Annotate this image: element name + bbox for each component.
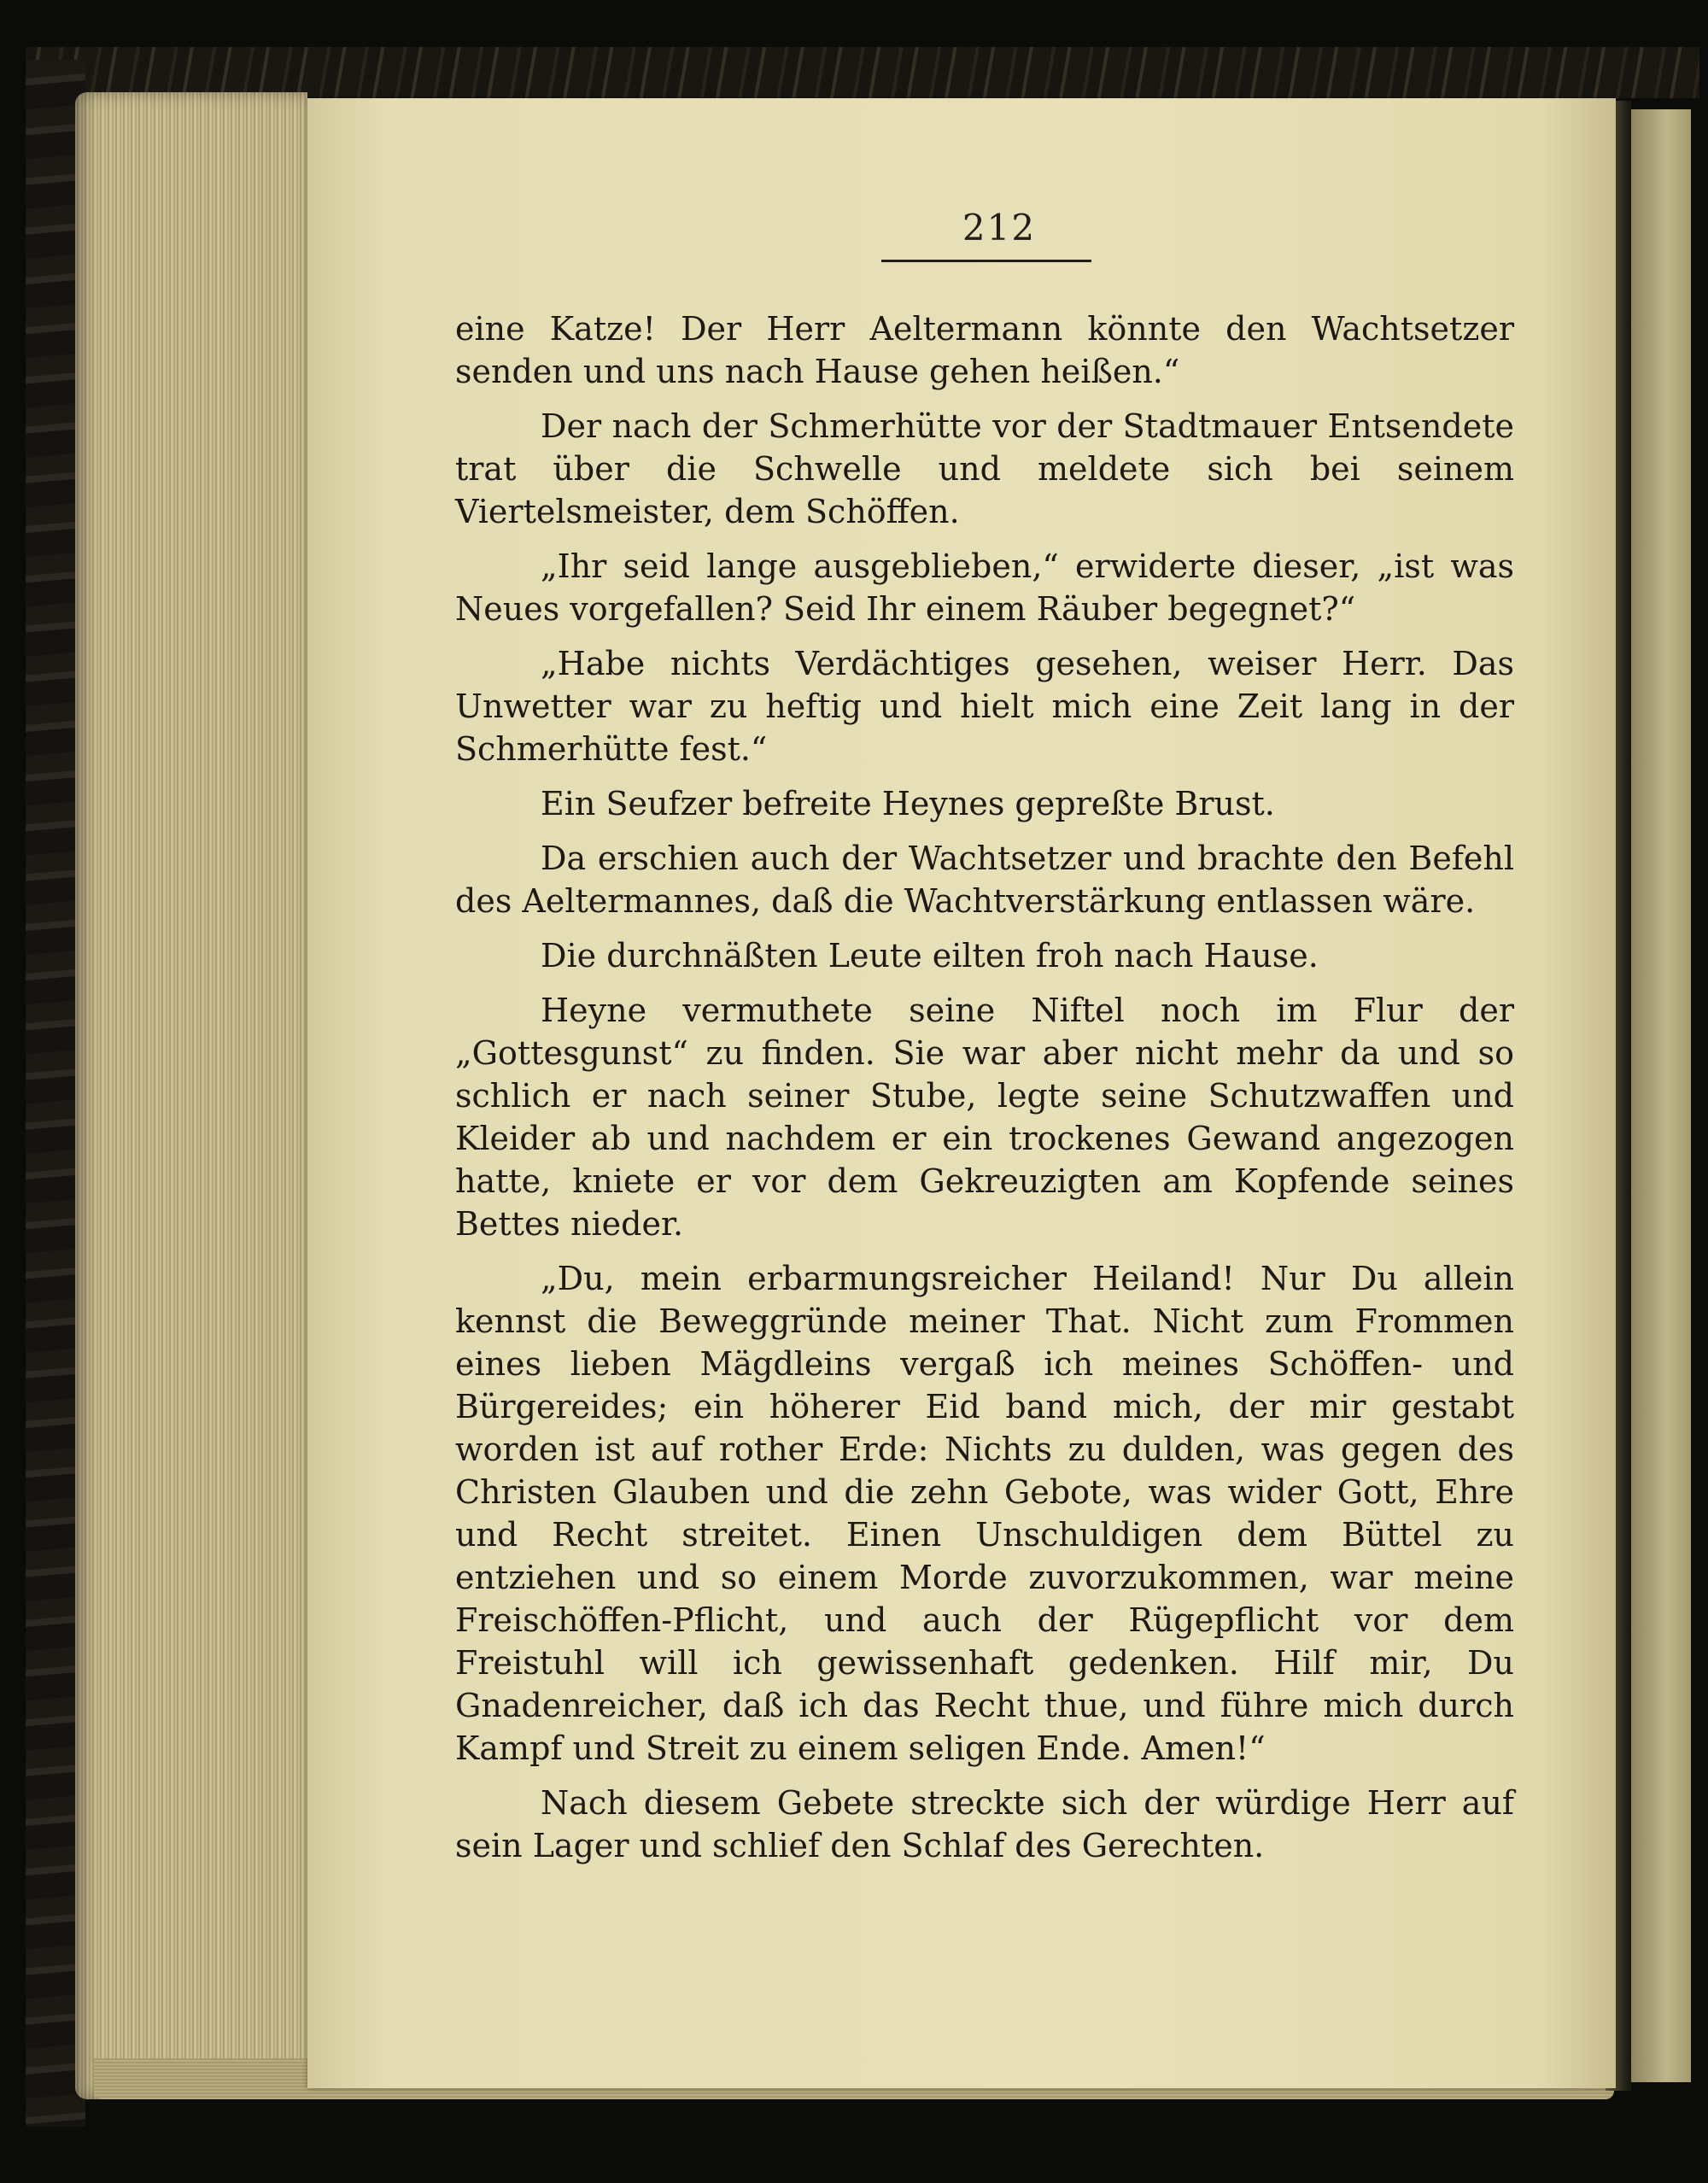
paragraph: Heyne vermuthete seine Niftel noch im Flur der „Gottesgunst“ zu finden. Sie war aber nicht mehr da und so schlich er nach seiner Stube, legte seine Schutzwaffen und Kleider ab und nachdem er ein trockenes Gewand angezogen hatte, kniete er vor dem Gekreuzigten am Kopfende seines Bettes nieder. — [455, 992, 1514, 1243]
body-text — [455, 307, 1514, 1879]
paragraph: „Du, mein erbarmungsreicher Heiland! Nur Du allein kennst die Beweggründe meiner That. Nicht zum Frommen eines lieben Mägdleins vergaß ich meines Schöffen- und Bürgereides; ein höherer Eid band mich, der mir gestabt worden ist auf rother Erde: Nichts zu dulden, was gegen des Christen Glauben und die zehn Gebote, was wider Gott, Ehre und Recht streitet. Einen Unschuldigen dem Büttel zu entziehen und so einem Morde zuvorzukommen, war meine Freischöffen-Pflicht, und auch der Rügepflicht vor dem Freistuhl will ich gewissenhaft gedenken. Hilf mir, Du Gnadenreicher, daß ich das Recht thue, und führe mich durch Kampf und Streit zu einem seligen Ende. Amen!“ — [455, 1260, 1514, 1767]
paragraph: Ein Seufzer befreite Heynes gepreßte Brust. — [541, 785, 1275, 822]
paragraph: Die durchnäßten Leute eilten froh nach Hause. — [541, 937, 1319, 974]
book-cover-top — [26, 47, 1699, 98]
paragraph: Da erschien auch der Wachtsetzer und brachte den Befehl des Aeltermannes, daß die Wachtverstärkung entlassen wäre. — [455, 840, 1514, 920]
paragraph: Nach diesem Gebete streckte sich der würdige Herr auf sein Lager und schlief den Schlaf des Gerechten. — [455, 1784, 1514, 1864]
paragraph: eine Katze! Der Herr Aeltermann könnte den Wachtsetzer senden und uns nach Hause gehen heißen.“ — [455, 310, 1514, 390]
paragraph: „Habe nichts Verdächtiges gesehen, weiser Herr. Das Unwetter war zu heftig und hielt mich eine Zeit lang in der Schmerhütte fest.“ — [455, 645, 1514, 768]
page-edges — [75, 92, 307, 2099]
paragraph: Der nach der Schmerhütte vor der Stadtmauer Entsendete trat über die Schwelle und meldete sich bei seinem Viertelsmeister, dem Schöffen. — [455, 407, 1514, 530]
page-number-rule — [881, 260, 1091, 262]
page-number: 212 — [962, 207, 1037, 249]
facing-page-edge — [1631, 109, 1691, 2082]
paragraph: „Ihr seid lange ausgeblieben,“ erwiderte dieser, „ist was Neues vorgefallen? Seid Ihr einem Räuber begegnet?“ — [455, 547, 1514, 628]
